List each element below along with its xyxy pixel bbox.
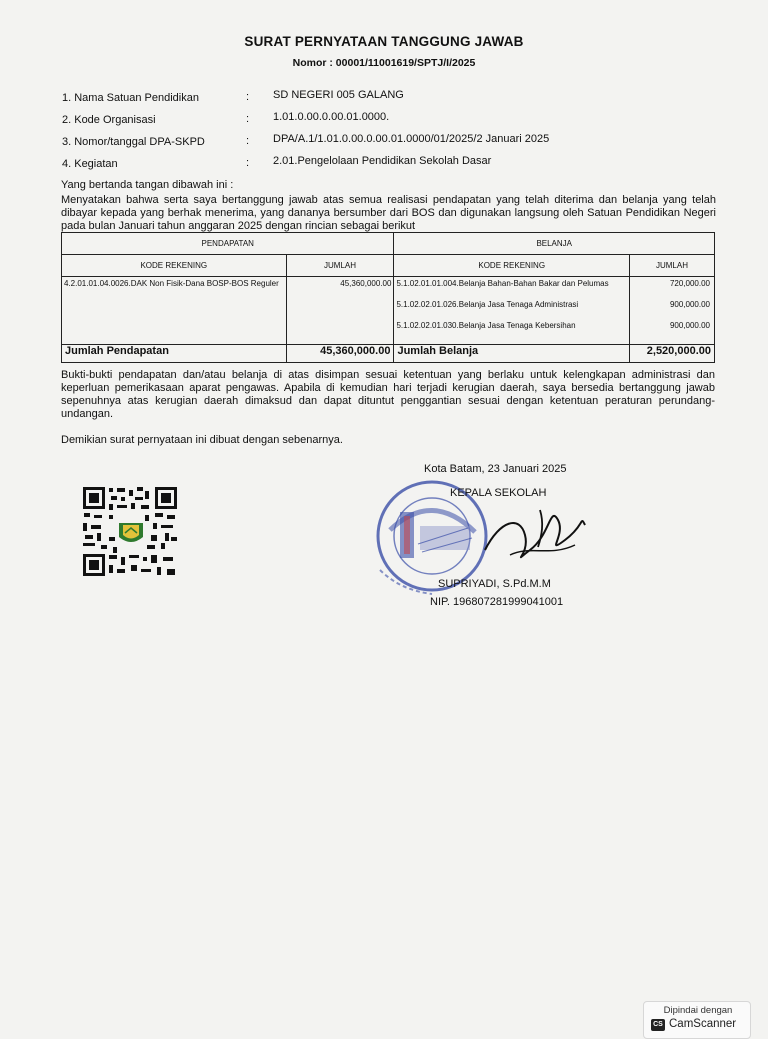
total-belanja-label: Jumlah Belanja xyxy=(394,345,630,363)
column-header-kode: KODE REKENING xyxy=(62,255,287,277)
closing-text: Demikian surat pernyataan ini dibuat dengan sebenarnya. xyxy=(61,434,343,446)
info-row xyxy=(62,89,722,111)
belanja-amount: 720,000.00 xyxy=(669,279,710,288)
info-colon: : xyxy=(246,157,250,169)
info-row xyxy=(62,111,722,133)
group-header-pendapatan: PENDAPATAN xyxy=(62,233,394,255)
belanja-item: 5.1.02.02.01.026.Belanja Jasa Tenaga Administrasi xyxy=(396,300,579,309)
info-value: DPA/A.1/1.01.0.00.0.00.01.0000/01/2025/2 Januari 2025 xyxy=(273,133,550,145)
handwritten-signature xyxy=(480,495,590,575)
signature-place-date: Kota Batam, 23 Januari 2025 xyxy=(424,463,567,475)
document-number: Nomor : 00001/11001619/SPTJ/I/2025 xyxy=(292,57,476,69)
belanja-jumlah-cell xyxy=(630,277,715,345)
column-header-jumlah: JUMLAH xyxy=(630,255,715,277)
info-value: 2.01.Pengelolaan Pendidikan Sekolah Dasar xyxy=(273,155,492,167)
info-row xyxy=(62,133,722,155)
statement-text: Menyatakan bahwa serta saya bertanggung jawab atas semua realisasi pendapatan yang telah diterima dan belanja yang telah dibayar kepada yang berhak menerima, yang dananya bersumber dari BOS dan digunakan langsung oleh Satuan Pendidikan Negeri pada bulan Januari tahun anggaran 2025 dengan rincian sebagai berikut xyxy=(61,194,716,232)
detail-table xyxy=(61,232,715,363)
column-header-kode: KODE REKENING xyxy=(394,255,630,277)
signatory-nip: NIP. 196807281999041001 xyxy=(430,596,564,608)
group-header-belanja: BELANJA xyxy=(394,233,715,255)
info-row xyxy=(62,155,722,177)
pendapatan-kode: 4.2.01.01.04.0026.DAK Non Fisik-Dana BOSP-BOS Reguler xyxy=(62,277,287,345)
info-label: 4. Kegiatan xyxy=(62,158,118,170)
signatory-name: SUPRIYADI, S.Pd.M.M xyxy=(438,578,551,590)
pendapatan-jumlah: 45,360,000.00 xyxy=(286,277,394,345)
belanja-item: 5.1.02.02.01.030.Belanja Jasa Tenaga Kebersihan xyxy=(396,321,576,330)
total-pendapatan-label: Jumlah Pendapatan xyxy=(62,345,287,363)
qr-code-icon xyxy=(81,485,179,578)
belanja-item: 5.1.02.01.01.004.Belanja Bahan-Bahan Bakar dan Pelumas xyxy=(396,279,609,288)
camscanner-logo-icon: CS xyxy=(651,1019,665,1031)
info-label: 3. Nomor/tanggal DPA-SKPD xyxy=(62,136,205,148)
info-label: 2. Kode Organisasi xyxy=(62,114,156,126)
document-title: SURAT PERNYATAAN TANGGUNG JAWAB xyxy=(244,34,524,49)
info-colon: : xyxy=(246,135,250,147)
belanja-kode-cell xyxy=(394,277,630,345)
info-label: 1. Nama Satuan Pendidikan xyxy=(62,92,199,104)
bukti-text: Bukti-bukti pendapatan dan/atau belanja di atas disimpan sesuai ketentuan yang berlaku untuk kelengkapan administrasi dan keperluan pemerikasaan aparat pengawas. Apabila di kemudian hari terjadi kerugian daerah, saya bersedia bertanggung jawab sepenuhnya atas kerugian daerah dimaksud dan dapat dituntut penggantian sesuai dengan ketentuan peraturan perundang-undangan. xyxy=(61,369,715,420)
info-section xyxy=(62,89,722,177)
scanner-caption: Dipindai dengan xyxy=(663,1005,733,1016)
intro-text: Yang bertanda tangan dibawah ini : xyxy=(61,179,234,191)
info-value: 1.01.0.00.0.00.01.0000. xyxy=(273,111,390,123)
table-row xyxy=(62,277,715,345)
belanja-amount: 900,000.00 xyxy=(669,300,710,309)
total-row xyxy=(62,345,715,363)
total-belanja-value: 2,520,000.00 xyxy=(630,345,715,363)
info-value: SD NEGERI 005 GALANG xyxy=(273,89,404,101)
belanja-amount: 900,000.00 xyxy=(669,321,710,330)
total-pendapatan-value: 45,360,000.00 xyxy=(286,345,394,363)
scanner-brand: CamScanner xyxy=(669,1018,737,1030)
camscanner-watermark xyxy=(643,1001,751,1039)
info-colon: : xyxy=(246,113,250,125)
column-header-jumlah: JUMLAH xyxy=(286,255,394,277)
info-colon: : xyxy=(246,91,250,103)
signature-role: KEPALA SEKOLAH xyxy=(450,487,547,499)
